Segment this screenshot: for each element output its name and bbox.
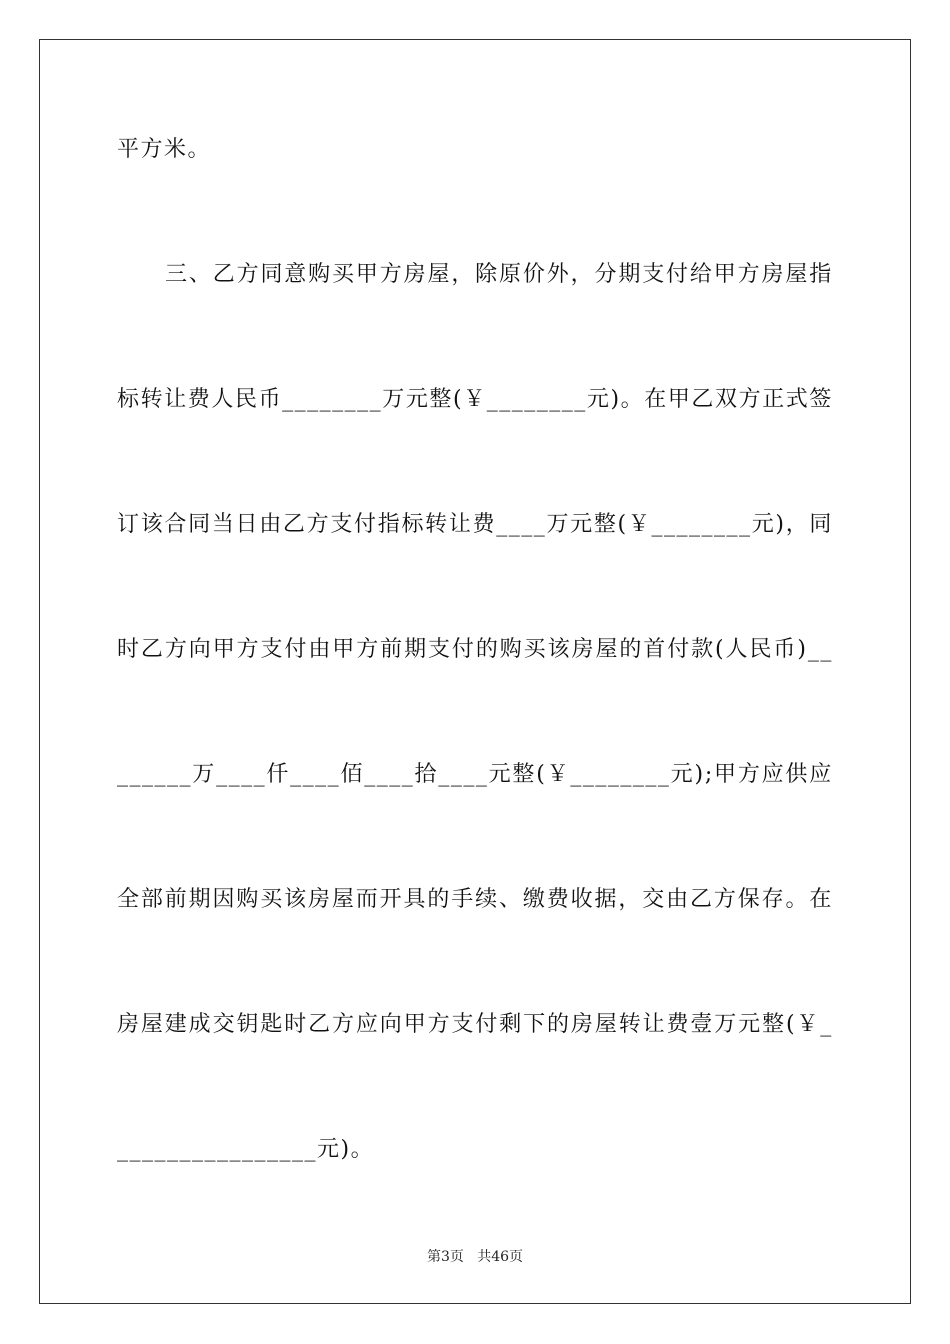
text-line-9: ________________元)。 xyxy=(117,1137,375,1162)
text-line-1: 平方米。 xyxy=(117,137,212,162)
text-line-4: 订 该 合 同 当 日 由 乙 方 支 付 指 标 转 让 费 ____ 万 元 整 ( ￥ ________ 元 ) ， 同 xyxy=(117,512,833,537)
text-line-3: 标 转 让 费 人 民 币 ________ 万 元 整 ( ￥ ________ 元 ) 。 在 甲 乙 双 方 正 式 签 xyxy=(117,387,833,412)
text-line-8: 房 屋 建 成 交 钥 匙 时 乙 方 应 向 甲 方 支 付 剩 下 的 房 屋 转 让 费 壹 万 元 整 ( ￥ _ xyxy=(117,1012,833,1037)
page-border xyxy=(39,39,911,1304)
text-line-5: 时 乙 方 向 甲 方 支 付 由 甲 方 前 期 支 付 的 购 买 该 房 屋 的 首 付 款 ( 人 民 币 ) __ xyxy=(117,637,833,662)
text-line-2: 三 、 乙 方 同 意 购 买 甲 方 房 屋 ， 除 原 价 外 ， 分 期 支 付 给 甲 方 房 屋 指 xyxy=(165,262,833,287)
text-line-7: 全 部 前 期 因 购 买 该 房 屋 而 开 具 的 手 续 、 缴 费 收 据 ， 交 由 乙 方 保 存 。 在 xyxy=(117,887,833,912)
page-number-footer: 第3页 共46页 xyxy=(426,1249,524,1265)
text-line-6: ______ 万 ____ 仟 ____ 佰 ____ 拾 ____ 元 整 ( ￥ ________ 元 ) ; 甲 方 应 供 应 xyxy=(117,762,833,787)
